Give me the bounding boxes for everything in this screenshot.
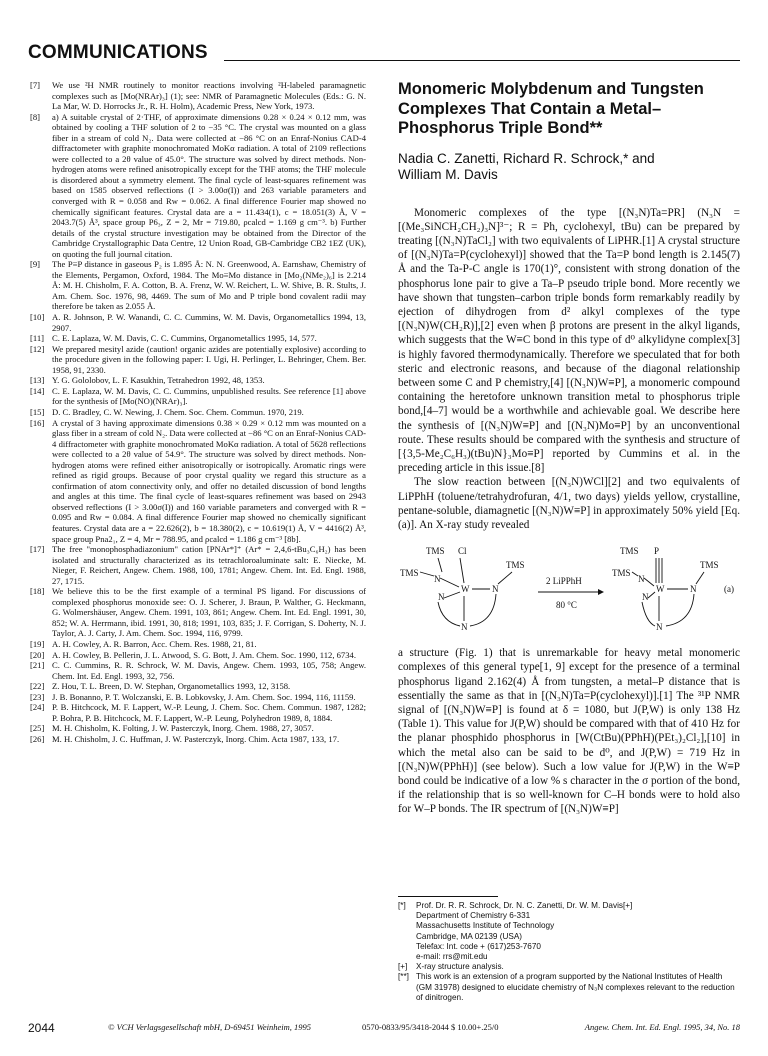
right-w: W [656, 584, 665, 595]
reference-item [30, 660, 366, 681]
reference-text: C. E. Laplaza, W. M. Davis, C. C. Cummins, Organometallics 1995, 14, 577. [52, 333, 317, 344]
reference-text: P. B. Hitchcock, M. F. Lappert, W.-P. Leung, J. Chem. Soc. Chem. Commun. 1987, 1282; P. Bohra, P. B. Hitchcock, M. F. Lappert, W.-P. Leung, Polyhedron 1989, 8, 1884. [52, 702, 366, 723]
reference-number: [11] [30, 333, 44, 344]
affiliation-names: Prof. Dr. R. R. Schrock, Dr. N. C. Zanetti, Dr. W. M. Davis[+] [416, 901, 633, 910]
footnote-funding-text: This work is an extension of a program supported by the National Institutes of Health (GM 31978) designed to elucidate chemistry of N₃N complexes relevant to the reduction of dinitrogen. [416, 972, 735, 1002]
reference-text: A crystal of 3 having approximate dimensions 0.38 × 0.29 × 0.12 mm was mounted on a glass fiber in a stream of cold N₂. Data were collected at −86 °C on an Enraf-Nonius CAD-4 diffractometer with graphite monochromated MoKα radiation. A total of 5628 reflections were collected to a 2θ value of 54.9°. The structure was solved by direct methods. Non-hydrogen atoms were refined either anisotropically or isotropically. Aromatic rings were refined as rigid groups. Because of poor crystal quality we regard this structure as a confirmation of atom connectivity only, and offer no detailed discussion of bond lengths and angles at this time. The final cycle of least-squares refinement was based on 2943 observed reflections (I > 3.00σ(I)) and 160 variable parameters and converged with R = 0.095 and Rw = 0.084. A final difference Fourier map showed no chemically significant features. Crystal data are a = 22.626(2), b = 18.380(2), c = 10.619(1) Å, V = 4416(2) Å³, space group Pna2₁, Z = 4, Mr = 788.95, and ρcalcd = 1.186 g cm⁻³ [8b]. [52, 417, 366, 544]
condition-label: 80 °C [556, 600, 577, 611]
reference-item [30, 734, 366, 745]
reference-item [30, 692, 366, 703]
authors-line-2: William M. Davis [398, 167, 498, 182]
reference-number: [13] [30, 375, 45, 386]
reference-text: Y. G. Gololobov, L. F. Kasukhin, Tetrahedron 1992, 48, 1353. [52, 375, 265, 386]
reference-number: [20] [30, 649, 45, 660]
reference-item [30, 586, 366, 639]
page-number: 2044 [28, 1021, 55, 1035]
paragraph-2: The slow reaction between [(N₃N)WCl][2] and two equivalents of LiPPhH (toluene/tetrahydrofuran, 4/1, two days) yields yellow, crystalline, pentane-soluble, diamagnetic [(N₃N)W≡P] in approximately 50% yield [Eq. (a)]. An X-ray study revealed [398, 476, 740, 531]
footnote-affiliation [398, 901, 740, 962]
reference-item [30, 259, 366, 312]
reference-text: A. H. Cowley, B. Pellerin, J. L. Atwood, S. G. Bott, J. Am. Chem. Soc. 1990, 112, 6734. [52, 649, 356, 660]
right-n-3: N [642, 592, 649, 603]
reference-number: [19] [30, 638, 45, 649]
reaction-scheme-drawing [398, 542, 740, 640]
reference-text: We believe this to be the first example of a terminal PS ligand. For discussions of complexed phosphorus monoxide see: O. J. Scherer, J. Braun, P. Walther, G. Heckmann, G. Wolmershäuser, Angew. Chem. 1991, 103, 861; Angew. Chem. Int. Ed. Engl. 1991, 30, 852; W. A. Herrmann, ibid. 1991, 30, 818; 1991, 103, 835; J. F. Corrigan, S. Doherty, N. J. Taylor, A. J. Carty, J. Am. Chem. Soc. 1994, 116, 9799. [52, 586, 366, 639]
reference-number: [21] [30, 660, 45, 671]
reference-item [30, 650, 366, 661]
right-tms-left: TMS [612, 568, 631, 579]
footnote-mark-plus: [+] [398, 962, 408, 972]
reference-text: C. E. Laplaza, W. M. Davis, C. C. Cummins, unpublished results. See reference [1] above for the synthesis of [Mo(NO)(NRAr)₃]. [52, 385, 366, 407]
right-n-1: N [638, 574, 645, 585]
equation-label: (a) [724, 584, 734, 595]
reference-number: [17] [30, 544, 45, 555]
reference-item [30, 639, 366, 650]
reference-text: a) A suitable crystal of 2·THF, of approximate dimensions 0.28 × 0.24 × 0.12 mm, was obtained by cooling a THF solution of 2 to −35 °C. The crystal was mounted on a glass fiber in a stream of cold N₂. Data were collected at −86 °C on an Enraf-Nonius CAD-4 diffractometer with graphite monochromated MoKα radiation. A total of 2109 reflections were collected to a 2θ value of 45.0°. The structure was solved by direct methods. Non-hydrogen atoms were refined anisotropically except for the THF atoms; the THF molecule is disordered about a symmetry element. The final cycle of least-squares refinement was based on 1585 observed reflections (I > 3.00σ(I)) and 263 variable parameters and converged with R = 0.058 and Rw = 0.062. A final difference Fourier map showed no chemically significant features. Crystal data are a = 11.434(1), c = 18.051(3) Å, V = 2043.7(5) Å³, space group P6₃, Z = 2, Mr = 719.80, ρcalcd = 1.169 g cm⁻³. b) Further details of the crystal structure investigation may be obtained from the Director of the Cambridge Crystallographic Data Centre, 12 Union Road, GB-Cambridge CB2 1EZ (UK), on quoting the full journal citation. [52, 111, 366, 259]
reference-item [30, 375, 366, 386]
reference-item [30, 80, 366, 112]
reference-number: [26] [30, 733, 45, 744]
reference-text: A. H. Cowley, A. R. Barron, Acc. Chem. Res. 1988, 21, 81. [52, 638, 257, 649]
reference-item [30, 544, 366, 586]
right-tms-right: TMS [700, 560, 719, 571]
footnote-rule [398, 896, 498, 897]
authors-line-1: Nadia C. Zanetti, Richard R. Schrock,* and [398, 150, 655, 166]
affiliation-city: Cambridge, MA 02139 (USA) [416, 931, 523, 941]
left-n-2: N [492, 584, 499, 595]
right-p: P [654, 546, 660, 557]
right-n-bottom: N [656, 622, 663, 633]
paragraph-1: Monomeric complexes of the type [(N₃N)Ta=PR] (N₃N = [(Me₃SiNCH₂CH₂)₃N]³⁻; R = Ph, cyclohexyl, tBu) can be prepared by treating [(N₃N)TaCl₂] with two equivalents of LiPHR.[1] A crystal structure of [(N₃N)Ta=P(cyclohexyl)] showed that the Ta=P bond length is 2.145(7) Å and the Ta-P-C angle is 170(1)°, consistent with strong donation of the phosphorus lone pair to give a Ta–P pseudo triple bond. More recently we have shown that tungsten–carbon triple bonds form remarkably readily by ejection of dihydrogen from d² alkyl complexes of the type [(N₃N)W(CH₂R)],[2] even when β protons are present in the alkyl ligands, which suggests that the W≡C bond in this type of d⁰ alkylidyne complex[3] is highly favored thermodynamically. Therefore we speculated that for both steric and electronic reasons, and because of the diagonal relationship between some C and P chemistry,[4] [(N₃N)W≡P], a monomeric compound containing the heretofore unknown transition metal to phosphorus triple bond,[4–7] would be a worthwhile and achievable goal. We describe here the synthesis of [(N₃N)W≡P] and [(N₃N)Mo≡P] by an unconventional route. These results should be compared with the synthesis and structure of [{3,5-Me₂C₆H₃)(tBu)N}₃Mo≡P] reported by Cummins et al. in the preceding article in this issue.[8] [398, 206, 740, 475]
reference-text: We use ²H NMR routinely to monitor reactions involving ²H-labeled paramagnetic complexes such as [Mo(NRAr)₃] (1); see: NMR of Paramagnetic Molecules (Eds.: G. N. La Mar, W. D. Horrocks Jr., R. H. Holm), Academic Press, New York, 1973. [52, 80, 366, 112]
publisher-line: © VCH Verlagsgesellschaft mbH, D-69451 Weinheim, 1995 [108, 1022, 312, 1032]
reference-item [30, 333, 366, 344]
reference-number: [14] [30, 385, 45, 396]
left-n-1: N [434, 574, 441, 585]
footnote-funding [398, 972, 740, 1003]
reference-item [30, 702, 366, 723]
reference-item [30, 112, 366, 260]
reference-number: [10] [30, 312, 45, 323]
left-w: W [461, 584, 470, 595]
reference-number: [9] [30, 259, 41, 270]
left-tms-top: TMS [426, 546, 445, 557]
reference-item [30, 312, 366, 333]
reference-number: [24] [30, 702, 45, 713]
left-tms-left: TMS [400, 568, 419, 579]
reference-text: Z. Hou, T. L. Breen, D. W. Stephan, Organometallics 1993, 12, 3158. [52, 681, 291, 692]
references-list [30, 80, 366, 744]
article-code: 0570-0833/95/3418-2044 $ 10.00+.25/0 [362, 1022, 499, 1032]
reference-number: [16] [30, 417, 45, 428]
footnote-xray-text: X-ray structure analysis. [416, 962, 504, 972]
reference-number: [7] [30, 80, 41, 90]
page-header [28, 42, 740, 72]
left-cl: Cl [458, 546, 467, 557]
affiliation-telefax: Telefax: Int. code + (617)253-7670 [416, 941, 541, 951]
article-authors [398, 151, 740, 184]
reaction-scheme [398, 542, 740, 640]
left-tms-right: TMS [506, 560, 525, 571]
reference-text: M. H. Chisholm, K. Folting, J. W. Pasterczyk, Inorg. Chem. 1988, 27, 3057. [52, 723, 314, 734]
affiliation-email: e-mail: rrs@mit.edu [416, 952, 488, 962]
reference-item [30, 681, 366, 692]
reference-text: A. R. Johnson, P. W. Wanandi, C. C. Cummins, W. M. Davis, Organometallics 1994, 13, 2907. [52, 312, 366, 333]
reference-text: We prepared mesityl azide (caution! organic azides are potentially explosive) according to the procedure given in the following paper: I. Ugi, H. Perlinger, L. Behringer, Chem. Ber. 1958, 91, 2330. [52, 343, 366, 375]
affiliation-department: Department of Chemistry 6-331 [416, 911, 531, 921]
reference-text: The free "monophosphadiazonium" cation [PNAr*]⁺ (Ar* = 2,4,6-tBu₃C₆H₂) has been isolated and structurally characterized as its tetrachloroaluminate salt: E. Niecke, M. Nieger, F. Reichert, Angew. Chem. 1988, 100, 1781; Angew. Chem. Int. Ed. Engl. 1988, 27, 1715. [52, 544, 366, 586]
reference-item [30, 386, 366, 407]
footnotes [398, 896, 740, 1003]
affiliation-institute: Massachusetts Institute of Technology [416, 921, 555, 931]
reference-number: [12] [30, 343, 45, 354]
header-rule [224, 60, 740, 61]
left-n-bottom: N [461, 622, 468, 633]
reference-number: [22] [30, 681, 45, 692]
right-n-2: N [690, 584, 697, 595]
journal-citation: Angew. Chem. Int. Ed. Engl. 1995, 34, No. 18 [584, 1022, 740, 1032]
section-title: COMMUNICATIONS [28, 42, 208, 63]
reference-text: The P≡P distance in gaseous P₂ is 1.895 Å: N. N. Greenwood, A. Earnshaw, Chemistry of the Elements, Pergamon, Oxford, 1984. The Mo≡Mo distance in [Mo₂(NMe₂)₆] is 2.214 Å: M. H. Chisholm, F. A. Cotton, B. A. Frenz, W. W. Reichert, L. W. Shive, B. R. Stults, J. Am. Chem. Soc. 1976, 98, 4469. The sum of Mo and P triple bond covalent radii may therefore be taken as 2.055 Å. [52, 259, 366, 312]
reference-number: [23] [30, 691, 45, 702]
article-title: Monomeric Molybdenum and Tungsten Complexes That Contain a Metal–Phosphorus Triple Bond** [398, 80, 704, 137]
reference-item [30, 407, 366, 418]
reagent-label: 2 LiPPhH [546, 576, 582, 587]
reference-text: J. B. Bonanno, P. T. Wolczanski, E. B. Lobkovsky, J. Am. Chem. Soc. 1994, 116, 11159. [52, 691, 356, 702]
article-column [398, 80, 740, 817]
reference-item [30, 344, 366, 376]
footnote-mark-star: [*] [398, 901, 406, 910]
reference-text: M. H. Chisholm, J. C. Huffman, J. W. Pasterczyk, Inorg. Chim. Acta 1987, 133, 17. [52, 733, 340, 744]
left-n-3: N [438, 592, 445, 603]
paragraph-3: a structure (Fig. 1) that is unremarkable for heavy metal monomeric complexes of this general type[1, 9] except for the presence of a terminal phosphorus ligand 2.162(4) Å from tungsten, a metal–P distance that is essentially the same as that in [(N₃N)Ta=P(cyclohexyl)].[1] The ³¹P NMR signal of [(N₃N)W≡P] is found at δ = 1080, but J(P,W) is only 138 Hz (Table 1). This value for J(P,W) should be compared with that of 410 Hz for the planar phosphido phosphorus in [W(CtBu)(PPhH)(PEt₃)₂Cl₂],[10] in which the metal also can be said to be d⁰, and J(P,W) = 719 Hz in [(N₃N)W(PPhH)] (see below). Such a low value for J(P,W) in the W≡P bond could be indicative of a low % s character in the σ portion of the bond, if the relationship that is so well-known for C–H bonds were to hold also for W–P bonds. The IR spectrum of [(N₃N)W≡P] [398, 647, 740, 816]
reference-text: C. C. Cummins, R. R. Schrock, W. M. Davis, Angew. Chem. 1993, 105, 758; Angew. Chem. Int. Ed. Engl. 1993, 32, 756. [52, 660, 366, 681]
footnote-xray [398, 962, 740, 972]
footnote-mark-dstar: [**] [398, 972, 409, 982]
reference-text: D. C. Bradley, C. W. Newing, J. Chem. Soc. Chem. Commun. 1970, 219. [52, 406, 304, 417]
reference-number: [8] [30, 111, 41, 122]
reference-number: [18] [30, 586, 45, 597]
right-tms-top: TMS [620, 546, 639, 557]
reference-item [30, 418, 366, 545]
reference-number: [25] [30, 723, 45, 734]
reference-number: [15] [30, 406, 45, 417]
reference-item [30, 723, 366, 734]
